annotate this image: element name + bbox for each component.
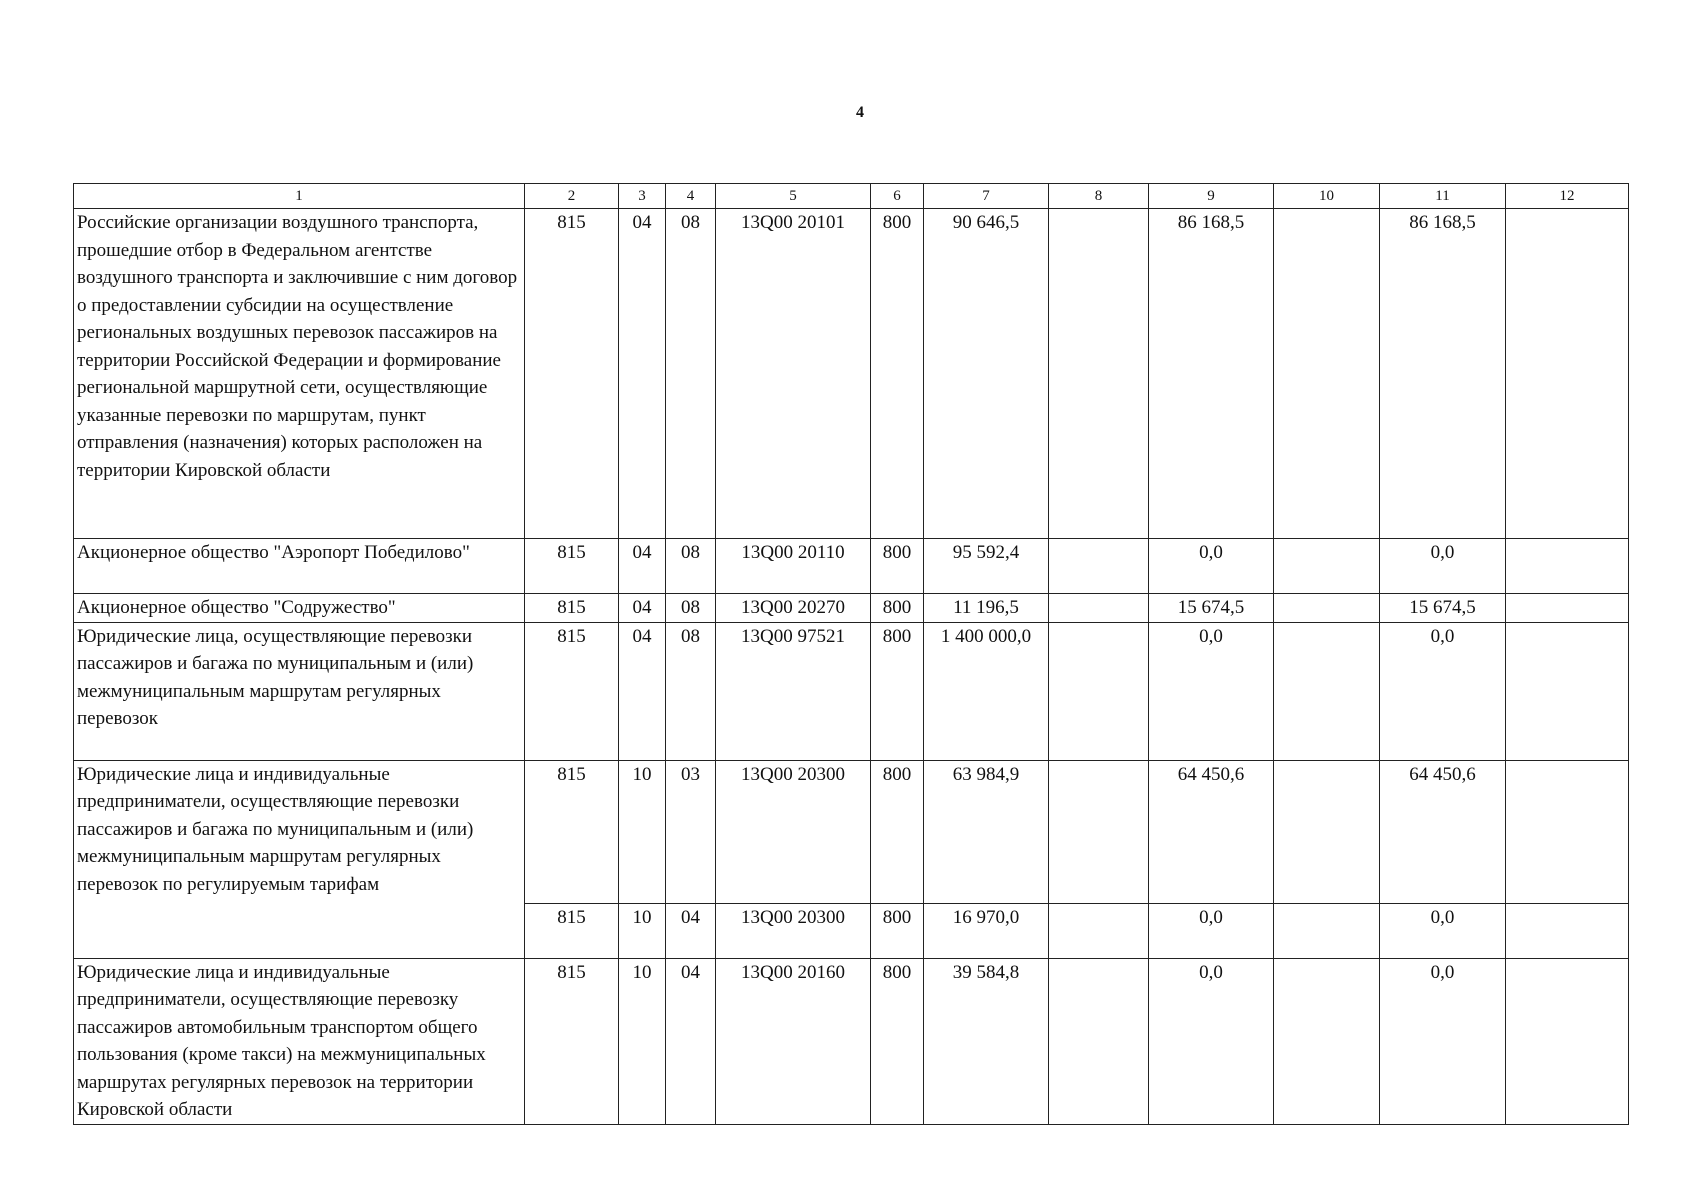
table-row (74, 594, 1629, 623)
amount-cell (1274, 622, 1380, 760)
column-number: 7 (924, 184, 1049, 209)
amount-cell: 64 450,6 (1149, 760, 1274, 903)
expense-type-cell: 800 (871, 594, 924, 623)
amount-cell: 1 400 000,0 (924, 622, 1049, 760)
subsection-code-cell: 08 (666, 539, 716, 594)
recipient-name-cell: Юридические лица и индивидуальные предприниматели, осуществляющие перевозку пассажиров автомобильным транспортом общего пользования (кроме такси) на межмуниципальных маршрутах регулярных перевозок на территории Кировской области (74, 958, 525, 1124)
table-row (74, 209, 1629, 539)
amount-cell: 86 168,5 (1149, 209, 1274, 539)
recipient-name-cell: Юридические лица и индивидуальные предприниматели, осуществляющие перевозки пассажиров и багажа по муниципальным и (или) межмуниципальным маршрутам регулярных перевозок по регулируемым тарифам (74, 760, 525, 958)
amount-cell: 15 674,5 (1380, 594, 1506, 623)
amount-cell (1506, 209, 1629, 539)
target-article-cell: 13Q00 20101 (716, 209, 871, 539)
subsection-code-cell: 08 (666, 209, 716, 539)
subsection-code-cell: 08 (666, 622, 716, 760)
column-number: 6 (871, 184, 924, 209)
ministry-code-cell: 815 (525, 209, 619, 539)
column-number: 12 (1506, 184, 1629, 209)
target-article-cell: 13Q00 20110 (716, 539, 871, 594)
amount-cell (1506, 622, 1629, 760)
expense-type-cell: 800 (871, 958, 924, 1124)
target-article-cell: 13Q00 97521 (716, 622, 871, 760)
column-number: 5 (716, 184, 871, 209)
ministry-code-cell: 815 (525, 539, 619, 594)
recipient-name-cell: Юридические лица, осуществляющие перевозки пассажиров и багажа по муниципальным и (или) межмуниципальным маршрутам регулярных перевозок (74, 622, 525, 760)
amount-cell: 0,0 (1380, 622, 1506, 760)
table-row (74, 958, 1629, 1124)
amount-cell: 0,0 (1149, 958, 1274, 1124)
amount-cell (1506, 903, 1629, 958)
target-article-cell: 13Q00 20300 (716, 760, 871, 903)
ministry-code-cell: 815 (525, 958, 619, 1124)
page-number: 4 (856, 104, 864, 121)
target-article-cell: 13Q00 20300 (716, 903, 871, 958)
column-number: 2 (525, 184, 619, 209)
amount-cell: 0,0 (1149, 903, 1274, 958)
amount-cell (1049, 760, 1149, 903)
amount-cell: 15 674,5 (1149, 594, 1274, 623)
section-code-cell: 04 (619, 209, 666, 539)
amount-cell (1049, 622, 1149, 760)
column-number: 8 (1049, 184, 1149, 209)
section-code-cell: 04 (619, 622, 666, 760)
column-number: 9 (1149, 184, 1274, 209)
ministry-code-cell: 815 (525, 903, 619, 958)
amount-cell: 0,0 (1380, 903, 1506, 958)
expense-type-cell: 800 (871, 209, 924, 539)
amount-cell: 0,0 (1149, 622, 1274, 760)
expense-type-cell: 800 (871, 903, 924, 958)
table-row (74, 539, 1629, 594)
recipient-name-cell: Акционерное общество "Аэропорт Победилово" (74, 539, 525, 594)
amount-cell: 0,0 (1380, 958, 1506, 1124)
amount-cell: 39 584,8 (924, 958, 1049, 1124)
column-number: 10 (1274, 184, 1380, 209)
column-number: 11 (1380, 184, 1506, 209)
column-number: 4 (666, 184, 716, 209)
column-number-row (74, 184, 1629, 209)
section-code-cell: 10 (619, 903, 666, 958)
amount-cell: 95 592,4 (924, 539, 1049, 594)
amount-cell (1274, 760, 1380, 903)
section-code-cell: 04 (619, 539, 666, 594)
amount-cell: 90 646,5 (924, 209, 1049, 539)
section-code-cell: 10 (619, 958, 666, 1124)
amount-cell (1274, 594, 1380, 623)
column-number: 3 (619, 184, 666, 209)
amount-cell (1506, 594, 1629, 623)
amount-cell (1049, 958, 1149, 1124)
amount-cell (1274, 958, 1380, 1124)
section-code-cell: 04 (619, 594, 666, 623)
amount-cell (1049, 539, 1149, 594)
target-article-cell: 13Q00 20160 (716, 958, 871, 1124)
table-row (74, 760, 1629, 903)
budget-table (73, 183, 1629, 1125)
amount-cell (1506, 958, 1629, 1124)
ministry-code-cell: 815 (525, 622, 619, 760)
amount-cell (1274, 539, 1380, 594)
target-article-cell: 13Q00 20270 (716, 594, 871, 623)
recipient-name-cell: Акционерное общество "Содружество" (74, 594, 525, 623)
amount-cell: 64 450,6 (1380, 760, 1506, 903)
subsection-code-cell: 04 (666, 903, 716, 958)
amount-cell (1506, 539, 1629, 594)
subsection-code-cell: 04 (666, 958, 716, 1124)
section-code-cell: 10 (619, 760, 666, 903)
ministry-code-cell: 815 (525, 594, 619, 623)
recipient-name-cell: Российские организации воздушного транспорта, прошедшие отбор в Федеральном агентстве воздушного транспорта и заключившие с ним договор о предоставлении субсидии на осуществление региональных воздушных перевозок пассажиров на территории Российской Федерации и формирование региональной маршрутной сети, осуществляющие указанные перевозки по маршрутам, пункт отправления (назначения) которых расположен на территории Кировской области (74, 209, 525, 539)
expense-type-cell: 800 (871, 539, 924, 594)
subsection-code-cell: 08 (666, 594, 716, 623)
expense-type-cell: 800 (871, 760, 924, 903)
amount-cell (1049, 209, 1149, 539)
amount-cell: 86 168,5 (1380, 209, 1506, 539)
amount-cell (1274, 209, 1380, 539)
amount-cell: 11 196,5 (924, 594, 1049, 623)
column-number: 1 (74, 184, 525, 209)
ministry-code-cell: 815 (525, 760, 619, 903)
amount-cell (1049, 903, 1149, 958)
amount-cell: 0,0 (1380, 539, 1506, 594)
table-row (74, 622, 1629, 760)
amount-cell (1049, 594, 1149, 623)
subsection-code-cell: 03 (666, 760, 716, 903)
amount-cell: 63 984,9 (924, 760, 1049, 903)
amount-cell: 16 970,0 (924, 903, 1049, 958)
amount-cell: 0,0 (1149, 539, 1274, 594)
amount-cell (1274, 903, 1380, 958)
amount-cell (1506, 760, 1629, 903)
expense-type-cell: 800 (871, 622, 924, 760)
